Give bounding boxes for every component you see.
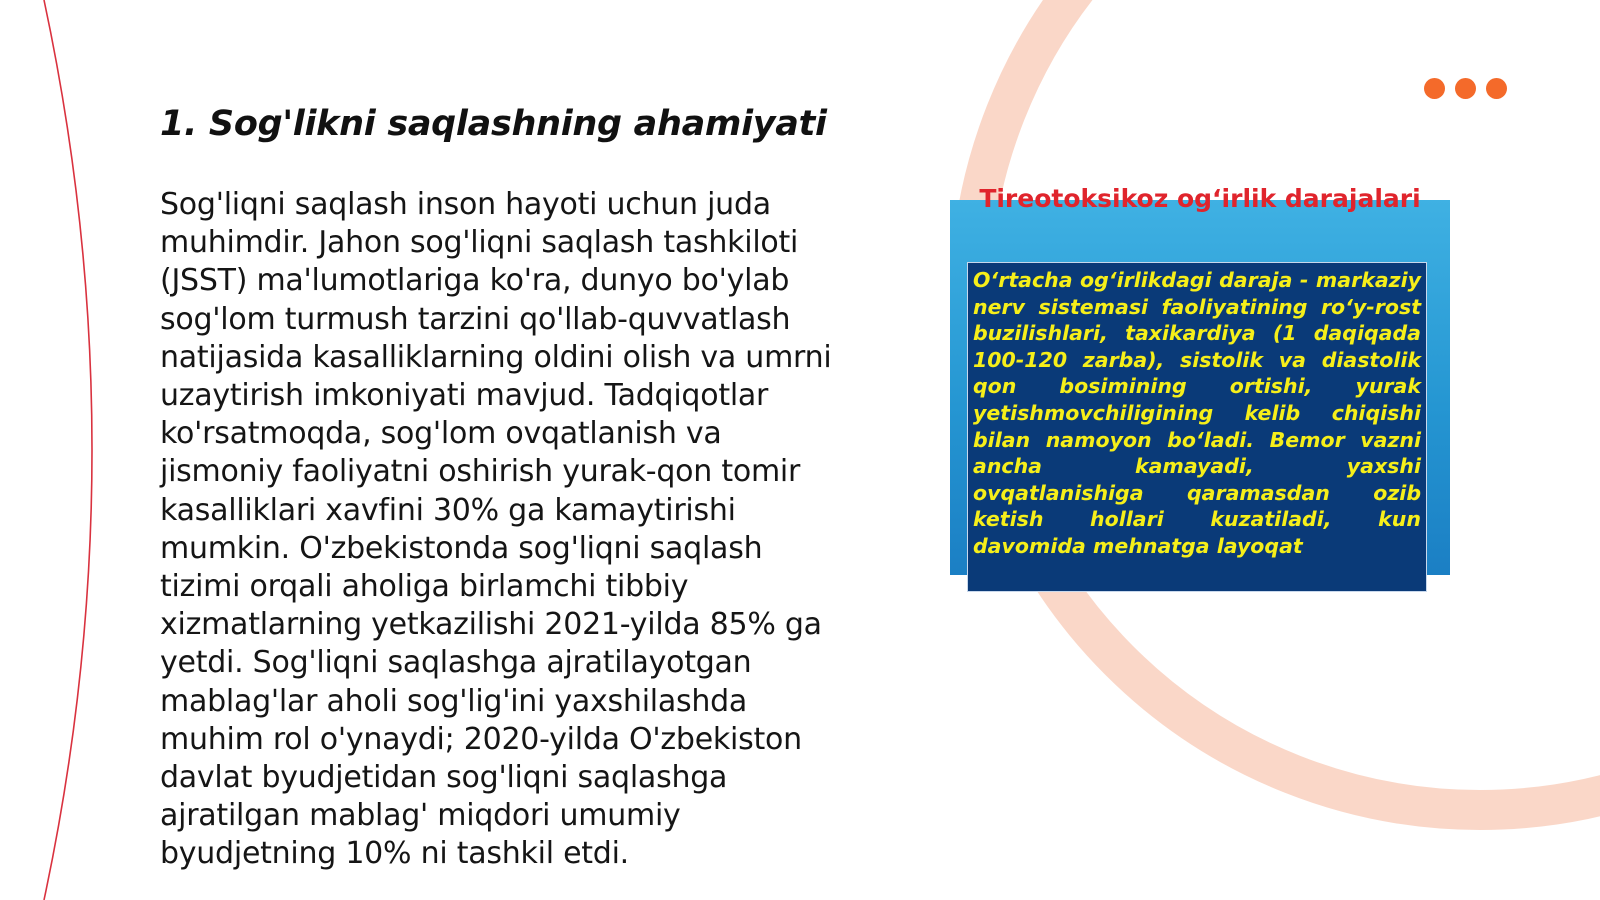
body-paragraph: Sog'liqni saqlash inson hayoti uchun juda muhimdir. Jahon sog'liqni saqlash tashkiloti (JSST) ma'lumotlariga ko'ra, dunyo bo'ylab sog'lom turmush tarzini qo'llab-quvvatlash natijasida kasalliklarning oldini olish va umrni uzaytirish imkoniyati mavjud. Tadqiqotlar ko'rsatmoqda, sog'lom ovqatlanish va jismoniy faoliyatni oshirish yurak-qon tomir kasalliklari xavfini 30% ga kamaytirishi mumkin. O'zbekistonda sog'liqni saqlash tizimi orqali aholiga birlamchi tibbiy xizmatlarning yetkazilishi 2021-yilda 85% ga yetdi. Sog'liqni saqlashga ajratilayotgan mablag'lar aholi sog'lig'ini yaxshilashda muhim rol o'ynaydi; 2020-yilda O'zbekiston davlat byudjetidan sog'liqni saqlashga ajratilgan mablag' miqdori umumiy byudjetning 10% ni tashkil etdi. — [160, 187, 832, 872]
left-edge-curve — [44, 0, 92, 900]
three-dots-icon — [1424, 78, 1507, 99]
dot-3 — [1486, 78, 1507, 99]
embedded-slide-image — [950, 184, 1450, 575]
image-heading: Tireotoksikoz og‘irlik darajalari — [979, 184, 1421, 213]
slide-title: 1. Sog'likni saqlashning ahamiyati — [160, 104, 827, 144]
dot-2 — [1455, 78, 1476, 99]
dot-1 — [1424, 78, 1445, 99]
image-text-box — [967, 262, 1427, 592]
image-paragraph: O‘rtacha og‘irlikdagi daraja - markaziy nerv sistemasi faoliyatining ro‘y-rost buzilishlari, taxikardiya (1 daqiqada 100-120 zarba), sistolik va diastolik qon bosimining ortishi, yurak yetishmovchiligining kelib chiqishi bilan namoyon bo‘ladi. Bemor vazni ancha kamayadi, yaxshi ovqatlanishiga qaramasdan ozib ketish hollari kuzatiladi, kun davomida mehnatga layoqat — [973, 268, 1421, 558]
